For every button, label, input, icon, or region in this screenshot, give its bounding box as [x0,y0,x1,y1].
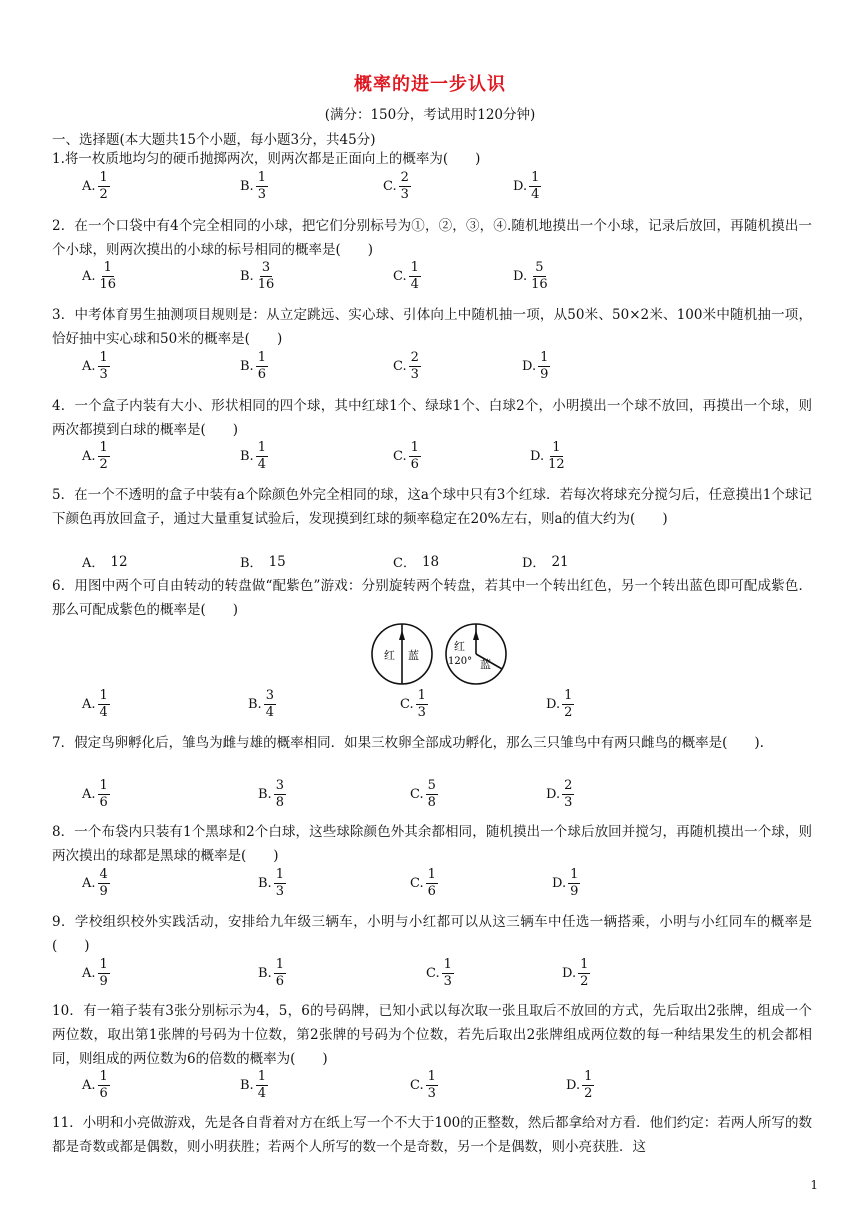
option-fraction [256,260,277,293]
spinner-right-angle-label: 120° [448,656,473,667]
option-fraction [98,778,110,811]
option-fraction [529,170,541,203]
option-fraction [399,170,411,203]
option-fraction [562,688,574,721]
option-fraction [98,867,110,900]
fraction-denominator: 3 [564,795,573,810]
fraction-numerator: 1 [564,688,573,703]
fraction-numerator: 1 [531,170,540,185]
option-value: 18 [421,553,440,570]
question-10-option-C [410,1069,438,1102]
question-9-option-C [426,957,454,990]
fraction-numerator: 1 [275,957,284,972]
fraction-denominator: 8 [427,795,436,810]
question-1-option-C [383,170,411,203]
fraction-denominator: 12 [548,457,565,472]
spinner-figure [370,622,510,686]
fraction-numerator: 2 [564,778,573,793]
option-fraction [98,350,110,383]
fraction-numerator: 5 [427,778,436,793]
question-10-option-A [82,1069,110,1102]
option-label: B. [240,269,254,284]
fraction-numerator: 1 [552,440,561,455]
option-fraction [426,1069,438,1102]
fraction-numerator: 5 [535,260,544,275]
question-2-option-A [82,260,118,293]
option-fraction [256,350,268,383]
fraction-numerator: 1 [257,350,266,365]
spinner-right-red-label: 红 [454,640,465,653]
fraction-denominator: 3 [427,1086,436,1101]
option-label: C. [410,876,424,891]
fraction-numerator: 2 [410,350,419,365]
question-6: 6．用图中两个可自由转动的转盘做“配紫色”游戏：分别旋转两个转盘，若其中一个转出红色，另一个转出蓝色即可配成紫色．那么可配成紫色的概率是( ) [52,578,812,618]
fraction-numerator: 1 [410,260,419,275]
fraction-numerator: 1 [540,350,549,365]
option-fraction [264,688,276,721]
option-label: A. [82,876,96,891]
page-number: 1 [810,1178,818,1192]
fraction-denominator: 2 [584,1086,593,1101]
option-fraction [416,688,428,721]
option-fraction [409,260,421,293]
option-fraction [256,440,268,473]
fraction-denominator: 2 [99,457,108,472]
fraction-numerator: 3 [261,260,271,275]
section-heading: 一、选择题(本大题共15个小题，每小题3分，共45分) [52,132,376,148]
option-label: A. [82,359,96,374]
option-label: B. [240,359,254,374]
fraction-numerator: 1 [275,867,284,882]
spinner-left [372,624,432,684]
question-8-option-A [82,867,110,900]
fraction-denominator: 4 [99,705,108,720]
option-label: C. [393,449,407,464]
option-fraction [582,1069,594,1102]
question-3-option-C [393,350,421,383]
question-6-option-D [546,688,574,721]
spinner-right-blue-label: 蓝 [480,658,491,671]
option-label: C. [410,1078,424,1093]
option-label: A. [82,269,96,284]
option-label: B. [258,876,272,891]
question-8-option-B [258,867,286,900]
spinner-left-blue-label: 蓝 [408,649,419,662]
fraction-numerator: 1 [99,440,108,455]
fraction-denominator: 6 [427,884,436,899]
fraction-denominator: 16 [531,277,548,292]
fraction-denominator: 9 [99,884,108,899]
fraction-denominator: 2 [564,705,573,720]
option-fraction [546,440,567,473]
fraction-denominator: 3 [400,187,409,202]
option-label: A. [82,966,96,981]
fraction-denominator: 2 [99,187,108,202]
question-2: 2．在一个口袋中有4个完全相同的小球，把它们分别标号为①，②，③，④.随机地摸出一个小球，记录后放回，再随机摸出一个小球，则两次摸出的小球的标号相同的概率是( ) [52,218,812,258]
fraction-numerator: 4 [99,867,108,882]
option-label: C. [400,697,414,712]
option-label: D. [546,787,561,802]
question-6-option-A [82,688,110,721]
fraction-denominator: 8 [275,795,284,810]
option-label: B. [240,1078,254,1093]
fraction-numerator: 1 [99,1069,108,1084]
question-1-option-A [82,170,110,203]
option-label: C. [383,179,397,194]
fraction-numerator: 1 [417,688,426,703]
option-fraction [426,867,438,900]
option-fraction [274,778,286,811]
option-fraction [568,867,580,900]
option-label: B． [240,556,263,571]
fraction-denominator: 3 [417,705,426,720]
fraction-denominator: 3 [443,974,452,989]
fraction-denominator: 2 [580,974,589,989]
page-title: 概率的进一步认识 [354,74,506,95]
option-label: D. [562,966,577,981]
fraction-denominator: 3 [99,367,108,382]
question-7: 7．假定鸟卵孵化后，雏鸟为雌与雄的概率相同．如果三枚卵全部成功孵化，那么三只雏鸟中有两只雌鸟的概率是( ). [52,735,764,751]
question-2-option-D [513,260,550,293]
fraction-denominator: 4 [410,277,419,292]
option-label: D. [530,449,545,464]
option-fraction [409,440,421,473]
fraction-denominator: 9 [540,367,549,382]
question-11: 11．小明和小亮做游戏，先是各自背着对方在纸上写一个不大于100的正整数，然后都拿给对方看．他们约定：若两人所写的数都是奇数或都是偶数，则小明获胜；若两个人所写的数一个是奇数，另一个是偶数，则小亮获胜．这 [52,1115,812,1155]
option-label: A. [82,1078,96,1093]
option-label: C. [410,787,424,802]
option-label: B. [258,966,272,981]
option-fraction [98,1069,110,1102]
question-7-option-A [82,778,110,811]
fraction-denominator: 4 [265,705,274,720]
fraction-denominator: 3 [410,367,419,382]
fraction-denominator: 4 [257,457,266,472]
question-7-option-B [258,778,286,811]
question-5: 5．在一个不透明的盒子中装有a个除颜色外完全相同的球，这a个球中只有3个红球．若每次将球充分搅匀后，任意摸出1个球记下颜色再放回盒子，通过大量重复试验后，发现摸到红球的频率稳定在20%左右，则a的值大约为( ) [52,487,812,527]
fraction-denominator: 6 [257,367,266,382]
fraction-denominator: 16 [99,277,117,292]
question-4-option-B [240,440,268,473]
spinner-left-red-label: 红 [384,649,395,662]
option-fraction [426,778,438,811]
question-6-option-B [248,688,276,721]
option-fraction [274,957,286,990]
option-label: C. [393,269,407,284]
fraction-denominator: 4 [531,187,540,202]
fraction-numerator: 1 [99,688,108,703]
question-4-option-A [82,440,110,473]
option-fraction [274,867,286,900]
option-value: 12 [110,553,128,570]
question-9-option-D [562,957,590,990]
fraction-numerator: 1 [580,957,589,972]
option-fraction [409,350,421,383]
question-3-option-A [82,350,110,383]
option-label: B. [240,449,254,464]
question-5-option-C [393,552,439,571]
fraction-denominator: 9 [570,884,579,899]
question-2-option-C [393,260,421,293]
option-fraction [98,170,110,203]
question-3-option-D [522,350,550,383]
question-1-option-D [513,170,541,203]
option-fraction [578,957,590,990]
question-10-option-D [566,1069,594,1102]
option-fraction [98,440,110,473]
option-fraction [256,170,268,203]
spinner-right [446,624,506,684]
option-label: C． [393,556,416,571]
option-label: D. [552,876,567,891]
option-label: A. [82,787,96,802]
question-9: 9．学校组织校外实践活动，安排给九年级三辆车，小明与小红都可以从这三辆车中任选一辆搭乘，小明与小红同车的概率是( ) [52,914,812,954]
option-label: C. [393,359,407,374]
question-4-option-D [530,440,567,473]
question-8-option-C [410,867,438,900]
option-label: D. [522,359,537,374]
option-label: A. [82,449,96,464]
question-1: 1.将一枚质地均匀的硬币抛掷两次，则两次都是正面向上的概率为( ) [52,151,481,167]
question-6-option-C [400,688,428,721]
question-3-option-B [240,350,268,383]
option-label: B. [240,179,254,194]
option-value: 21 [551,553,569,570]
fraction-denominator: 6 [99,795,108,810]
question-7-option-C [410,778,438,811]
option-label: D. [546,697,561,712]
fraction-denominator: 4 [257,1086,266,1101]
fraction-numerator: 1 [99,957,108,972]
option-fraction [256,1069,268,1102]
fraction-numerator: 1 [99,170,108,185]
fraction-denominator: 3 [275,884,284,899]
option-fraction [442,957,454,990]
option-fraction [562,778,574,811]
page-subtitle: (满分：150分，考试用时120分钟) [324,107,536,123]
question-5-option-D [522,552,569,571]
fraction-numerator: 1 [443,957,452,972]
fraction-numerator: 1 [410,440,419,455]
fraction-numerator: 1 [570,867,579,882]
question-9-option-A [82,957,110,990]
question-8: 8．一个布袋内只装有1个黑球和2个白球，这些球除颜色外其余都相同，随机摸出一个球后放回并搅匀，再随机摸出一个球，则两次摸出的球都是黑球的概率是( ) [52,824,812,864]
option-fraction [98,688,110,721]
option-label: A． [82,556,105,571]
option-value: 15 [268,553,286,570]
option-label: D． [522,556,546,571]
fraction-denominator: 3 [257,187,266,202]
option-label: B. [248,697,262,712]
fraction-numerator: 1 [257,440,266,455]
fraction-numerator: 3 [275,778,284,793]
option-label: D. [513,179,528,194]
question-4-option-C [393,440,421,473]
fraction-denominator: 6 [275,974,284,989]
option-label: D. [566,1078,581,1093]
question-1-option-B [240,170,268,203]
option-label: A. [82,179,96,194]
question-9-option-B [258,957,286,990]
fraction-numerator: 3 [265,688,274,703]
question-5-option-A [82,552,128,571]
option-fraction [98,260,119,293]
question-3: 3．中考体育男生抽测项目规则是：从立定跳远、实心球、引体向上中随机抽一项，从50米、50×2米、100米中随机抽一项，恰好抽中实心球和50米的概率是( ) [52,307,812,347]
fraction-denominator: 6 [410,457,419,472]
fraction-numerator: 1 [427,867,436,882]
fraction-denominator: 9 [99,974,108,989]
fraction-numerator: 1 [99,350,108,365]
question-7-option-D [546,778,574,811]
question-10-option-B [240,1069,268,1102]
question-2-option-B [240,260,276,293]
fraction-numerator: 1 [584,1069,593,1084]
fraction-denominator: 16 [257,277,275,292]
question-4: 4．一个盒子内装有大小、形状相同的四个球，其中红球1个、绿球1个、白球2个，小明摸出一个球不放回，再摸出一个球，则两次都摸到白球的概率是( ) [52,398,812,438]
option-label: D. [513,269,528,284]
question-10: 10．有一箱子装有3张分别标示为4，5，6的号码牌，已知小武以每次取一张且取后不放回的方式，先后取出2张牌，组成一个两位数，取出第1张牌的号码为十位数，第2张牌的号码为个位数，若先后取出2张牌组成两位数的每一种结果发生的机会都相同，则组成的两位数为6的倍数的概率为( ) [52,1003,812,1067]
fraction-numerator: 1 [99,778,108,793]
option-fraction [529,260,550,293]
option-fraction [538,350,550,383]
question-8-option-D [552,867,580,900]
fraction-numerator: 1 [427,1069,436,1084]
option-label: C. [426,966,440,981]
fraction-numerator: 1 [257,170,266,185]
question-5-option-B [240,552,286,571]
fraction-numerator: 1 [103,260,112,275]
option-fraction [98,957,110,990]
fraction-numerator: 2 [400,170,409,185]
option-label: A. [82,697,96,712]
option-label: B. [258,787,272,802]
fraction-numerator: 1 [257,1069,266,1084]
fraction-denominator: 6 [99,1086,108,1101]
